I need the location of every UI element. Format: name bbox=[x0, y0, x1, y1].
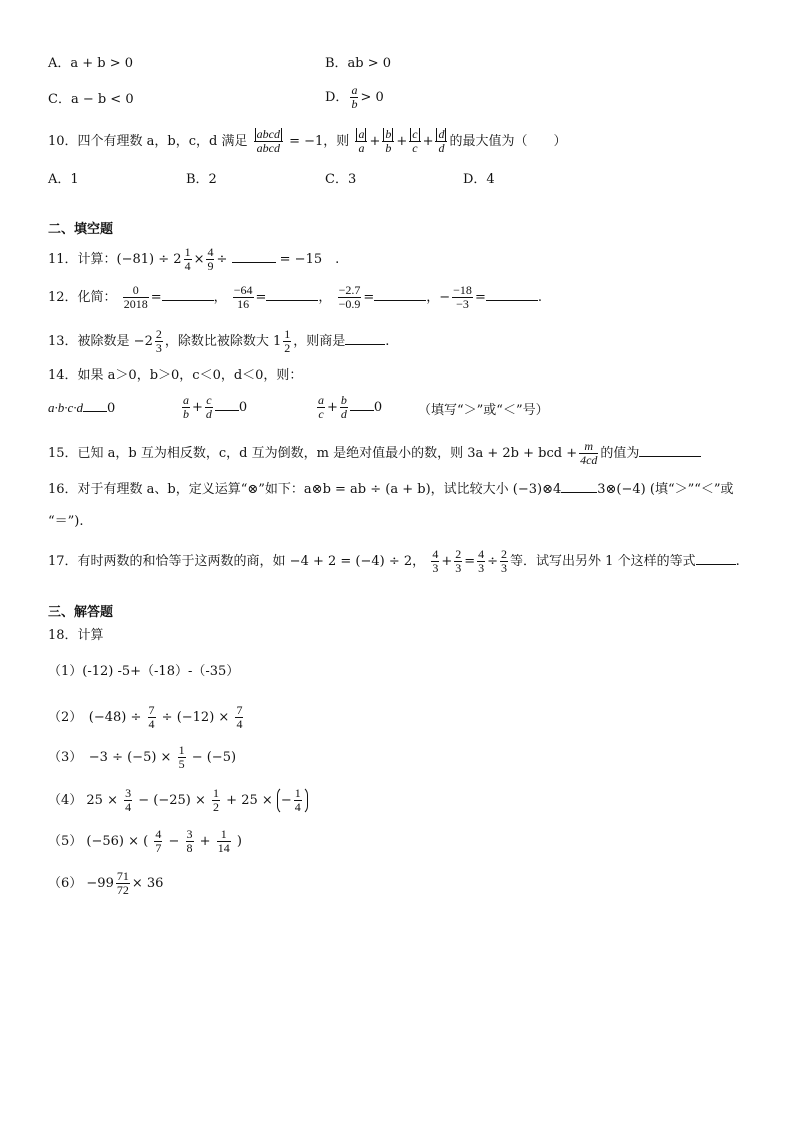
q18-part-1: （1）(-12) -5+（-18）-（-35） bbox=[48, 664, 240, 679]
q11-question: 11．计算：(−81) ÷ 2 $\frac{1}{4}$ × $\frac{4}{9}$ ÷ = −15 . bbox=[48, 245, 340, 273]
q16-question-cont: “＝”). bbox=[48, 514, 84, 529]
q14-expr-2: $\frac{a}{b}$ + $\frac{c}{d}$ 0 bbox=[183, 393, 248, 421]
q18-part-5: （5） (−56) × ( $\frac{4}{7}$ − $\frac{3}{8}$ + $\frac{1}{14}$ ) bbox=[48, 827, 242, 855]
q18-part-2: （2） (−48) ÷ $\frac{7}{4}$ ÷ (−12) × $\frac{7}{4}$ bbox=[48, 703, 243, 731]
q14-blank-1[interactable] bbox=[83, 399, 107, 412]
q16-answer-blank[interactable] bbox=[561, 480, 597, 493]
q9-option-c: C．a − b < 0 bbox=[48, 92, 134, 107]
q11-answer-blank[interactable] bbox=[232, 250, 276, 263]
section-fill-in-heading: 二、填空题 bbox=[48, 222, 114, 237]
q16-question: 16．对于有理数 a、b，定义运算“⊗”如下：a⊗b = ab ÷ (a + b)，试比较大小 (−3)⊗4 3⊗(−4) (填“＞”“＜”或 bbox=[48, 482, 734, 497]
q12-blank-2[interactable] bbox=[266, 288, 318, 301]
q18-part-4: （4） 25 × $\frac{3}{4}$ − (−25) × $\frac{1}{2}$ + 25 × − $\frac{1}{4}$ bbox=[48, 786, 308, 815]
q10-question: 10．四个有理数 a，b，c，d 满足 $\frac{\text{abcd}}{\text{abcd}}$ = −1，则 $\frac{a}{a}$ + $\frac{b}{b}$ + $\frac{c}{c}$ + $\frac{d}{d}$ 的最大值为（ ） bbox=[48, 127, 567, 155]
q13-question: 13．被除数是 −2 $\frac{2}{3}$ ，除数比被除数大 1 $\frac{1}{2}$ ，则商是 . bbox=[48, 327, 390, 355]
q14-blank-2[interactable] bbox=[215, 398, 239, 411]
q12-blank-3[interactable] bbox=[374, 288, 426, 301]
q18-part-6: （6） −99 $\frac{71}{72}$ × 36 bbox=[48, 869, 164, 897]
q18-part-3: （3） −3 ÷ (−5) × $\frac{1}{5}$ − (−5) bbox=[48, 743, 237, 771]
q18-title: 18．计算 bbox=[48, 628, 104, 643]
q12-question: 12．化简： $\frac{0}{2018}$ = ， $\frac{-64}{16}$ = ， $\frac{-2.7}{-0.9}$ = ，− $\frac{-18}{-3}$ = . bbox=[48, 283, 542, 311]
q14-expr-1: a·b·c·d 0 bbox=[48, 400, 116, 416]
q12-blank-1[interactable] bbox=[162, 288, 214, 301]
q10-option-d: D．4 bbox=[463, 172, 495, 187]
q12-blank-4[interactable] bbox=[486, 288, 538, 301]
q14-question: 14．如果 a＞0，b＞0，c＜0，d＜0，则： bbox=[48, 368, 303, 383]
q14-expr-3: $\frac{a}{c}$ + $\frac{b}{d}$ 0 bbox=[318, 393, 383, 421]
q14-hint: （填写“＞”或“＜”号） bbox=[418, 403, 549, 418]
q14-blank-3[interactable] bbox=[350, 398, 374, 411]
q15-answer-blank[interactable] bbox=[639, 444, 701, 457]
q9-option-a: A．a + b > 0 bbox=[48, 56, 134, 71]
q10-option-c: C．3 bbox=[325, 172, 357, 187]
q17-answer-blank[interactable] bbox=[696, 552, 736, 565]
q10-option-a: A．1 bbox=[48, 172, 79, 187]
section-answer-heading: 三、解答题 bbox=[48, 605, 114, 620]
q15-question: 15．已知 a，b 互为相反数，c，d 互为倒数，m 是绝对值最小的数，则 3a + 2b + bcd + $\frac{m}{4cd}$ 的值为 bbox=[48, 440, 701, 467]
q17-question: 17．有时两数的和恰等于这两数的商，如 −4 + 2 = (−4) ÷ 2， $\frac{4}{3}$ + $\frac{2}{3}$ = $\frac{4}{3}$ ÷ $\frac{2}{3}$ 等．试写出另外 1 个这样的等式 . bbox=[48, 547, 740, 575]
q10-option-b: B．2 bbox=[186, 172, 217, 187]
q9-option-b: B．ab > 0 bbox=[325, 56, 392, 71]
q13-answer-blank[interactable] bbox=[345, 332, 385, 345]
q9-option-d: D． $\frac{a}{b}$ > 0 bbox=[325, 83, 384, 111]
